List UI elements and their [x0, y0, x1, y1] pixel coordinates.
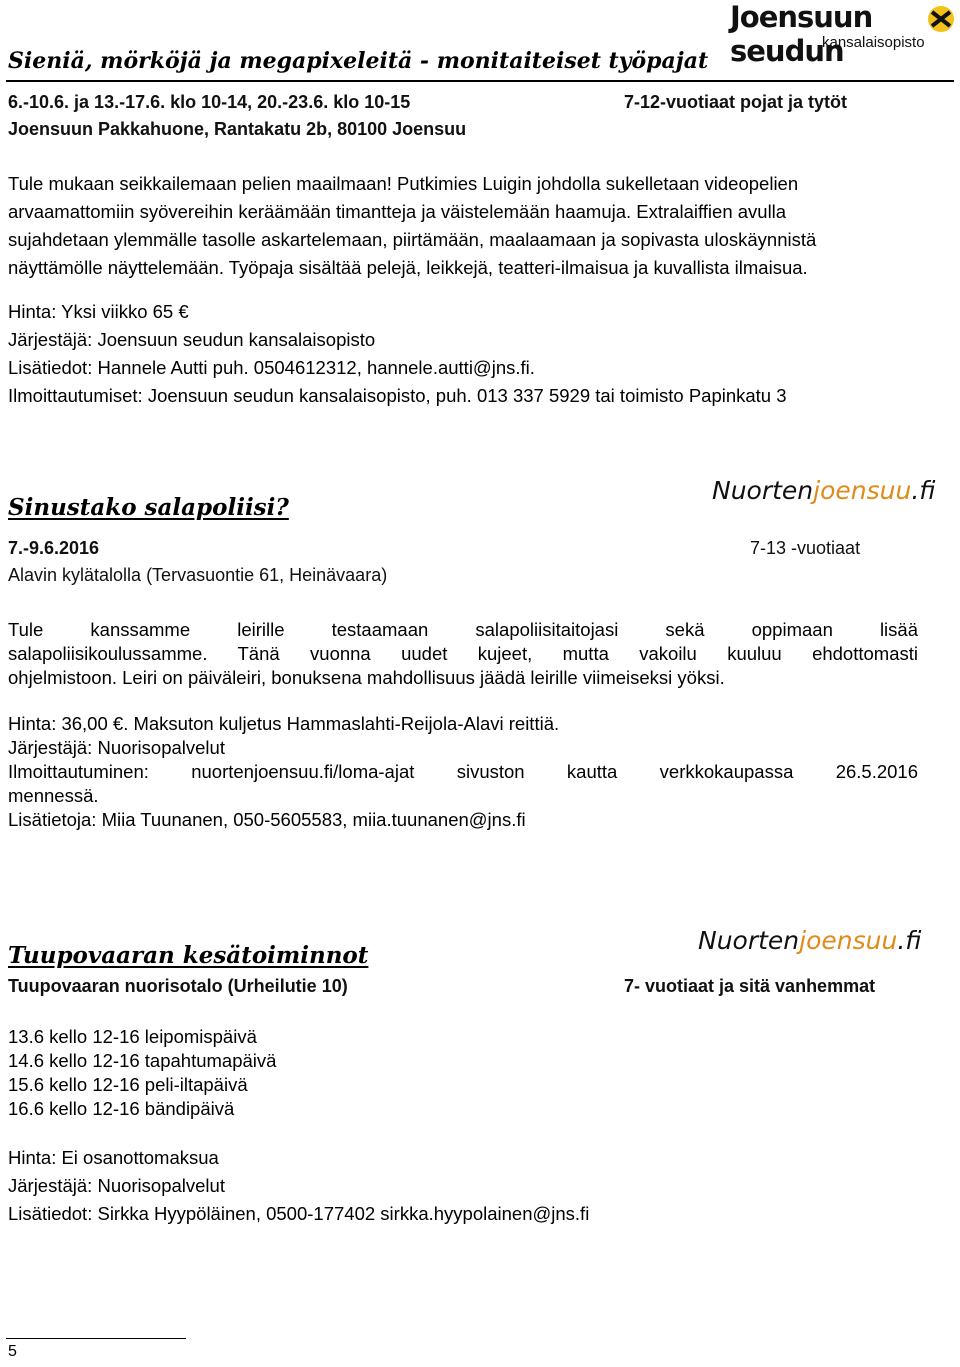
header-divider [6, 80, 954, 82]
section3-title: Tuupovaaran kesätoiminnot [8, 942, 369, 969]
section2-age: 7-13 -vuotiaat [750, 538, 861, 558]
kansalaisopisto-logo [730, 0, 956, 68]
schedule-item: 15.6 kello 12-16 peli-iltapäivä [8, 1074, 248, 1095]
section3-contact: Lisätiedot: Sirkka Hyypöläinen, 0500-177402 sirkka.hyypolainen@jns.fi [8, 1203, 590, 1224]
section1-contact: Lisätiedot: Hannele Autti puh. 0504612312, hannele.autti@jns.fi. [8, 357, 535, 378]
section3-schedule [8, 1025, 918, 1121]
section1-info [8, 298, 918, 410]
section3-location: Tuupovaaran nuorisotalo (Urheilutie 10) [8, 976, 348, 996]
logo-name: Joensuun seudun [730, 0, 873, 68]
section2-location: Alavin kylätalolla (Tervasuontie 61, Heinävaara) [8, 565, 388, 585]
schedule-item: 16.6 kello 12-16 bändipäivä [8, 1098, 235, 1119]
section1-title: Sieniä, mörköjä ja megapixeleitä - monitaiteiset työpajat [8, 48, 709, 74]
footer-rule [6, 1338, 186, 1339]
page-number: 5 [8, 1343, 17, 1360]
section3-info [8, 1144, 918, 1228]
section1-organizer: Järjestäjä: Joensuun seudun kansalaisopisto [8, 329, 376, 350]
section1-location: Joensuun Pakkahuone, Rantakatu 2b, 80100 Joensuu [8, 119, 467, 139]
section2-title: Sinustako salapoliisi? [8, 494, 289, 521]
section1-line: arvaamattomiin syövereihin keräämään timantteja ja väistelemään haamuja. Extralaiffien avulla [8, 201, 787, 222]
section1-line: sujahdetaan ylemmälle tasolle askartelemaan, piirtämään, maalaamaan ja sopivasta uloskäynnistä [8, 229, 817, 250]
section3-organizer: Järjestäjä: Nuorisopalvelut [8, 1175, 225, 1196]
section2-price: Hinta: 36,00 €. Maksuton kuljetus Hammaslahti-Reijola-Alavi reittiä. [8, 713, 560, 734]
section1-dates: 6.-10.6. ja 13.-17.6. klo 10-14, 20.-23.6. klo 10-15 [8, 92, 411, 112]
section1-registration: Ilmoittautumiset: Joensuun seudun kansalaisopisto, puh. 013 337 5929 tai toimisto Papinkatu 3 [8, 385, 787, 406]
section2-registration: Ilmoittautuminen: nuortenjoensuu.fi/loma-ajat sivuston kautta verkkokaupassa 26.5.2016 [8, 761, 918, 782]
logo-mark-icon [926, 4, 956, 34]
section2-info [8, 712, 918, 832]
section2-line: Tule kanssamme leirille testaamaan salapoliisitaitojasi sekä oppimaan lisää [8, 619, 918, 640]
section1-price: Hinta: Yksi viikko 65 € [8, 301, 189, 322]
section3-age: 7- vuotiaat ja sitä vanhemmat [624, 976, 876, 996]
section1-line: näyttämölle näyttelemään. Työpaja sisältää pelejä, leikkejä, teatteri-ilmaisua ja kuvallista ilmaisua. [8, 257, 808, 278]
nuortenjoensuu-logo: Nuortenjoensuu.fi [712, 476, 936, 505]
nuortenjoensuu-logo-2: Nuortenjoensuu.fi [698, 926, 922, 955]
section2-line: salapoliisikoulussamme. Tänä vuonna uudet kujeet, mutta vakoilu kuuluu ehdottomasti [8, 643, 918, 664]
section2-dates: 7.-9.6.2016 [8, 538, 100, 558]
section2-registration-end: mennessä. [8, 785, 99, 806]
section2-organizer: Järjestäjä: Nuorisopalvelut [8, 737, 225, 758]
section2-line: ohjelmistoon. Leiri on päiväleiri, bonuksena mahdollisuus jäädä leirille viimeiseksi yöksi. [8, 667, 725, 688]
section1-age: 7-12-vuotiaat pojat ja tytöt [624, 92, 848, 112]
schedule-item: 14.6 kello 12-16 tapahtumapäivä [8, 1050, 277, 1071]
section1-description [8, 170, 918, 282]
section2-contact: Lisätietoja: Miia Tuunanen, 050-5605583, miia.tuunanen@jns.fi [8, 809, 526, 830]
section1-line: Tule mukaan seikkailemaan pelien maailmaan! Putkimies Luigin johdolla sukelletaan videopelien [8, 173, 799, 194]
section3-price: Hinta: Ei osanottomaksua [8, 1147, 219, 1168]
logo-subtitle: kansalaisopisto [822, 34, 925, 51]
section2-description [8, 618, 918, 690]
schedule-item: 13.6 kello 12-16 leipomispäivä [8, 1026, 257, 1047]
